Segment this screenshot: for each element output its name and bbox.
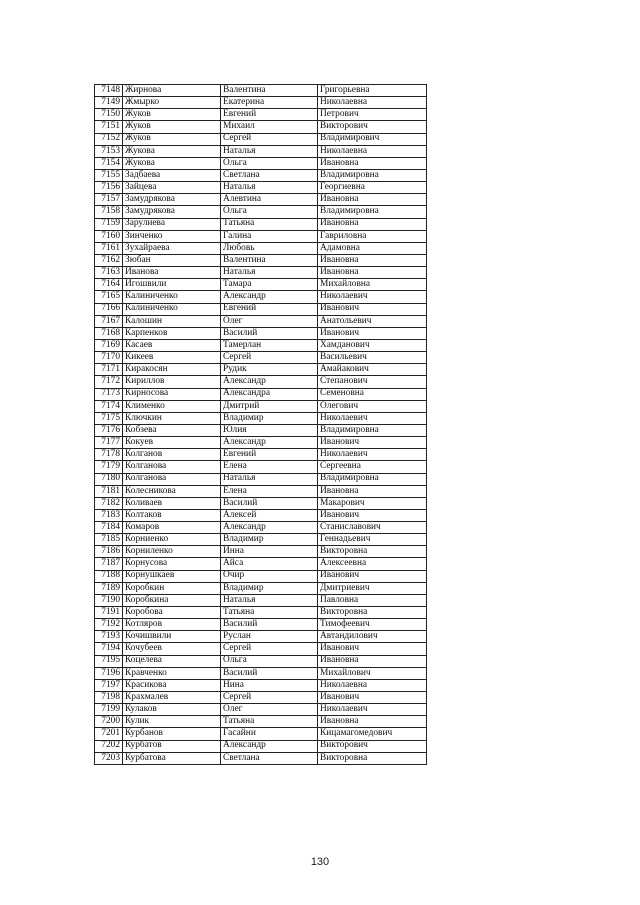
table-row (95, 509, 427, 521)
row-number-cell: 7203 (95, 752, 123, 764)
patronymic-cell: Амайакович (318, 364, 427, 376)
table-row (95, 376, 427, 388)
row-number-cell: 7150 (95, 109, 123, 121)
first-name-cell: Алевтина (221, 194, 318, 206)
surname-cell: Калиниченко (123, 291, 221, 303)
surname-cell: Кикеев (123, 352, 221, 364)
first-name-cell: Татьяна (221, 607, 318, 619)
patronymic-cell: Георгиевна (318, 182, 427, 194)
patronymic-cell: Иванович (318, 570, 427, 582)
row-number-cell: 7189 (95, 582, 123, 594)
patronymic-cell: Николаевич (318, 704, 427, 716)
table-row (95, 752, 427, 764)
row-number-cell: 7201 (95, 728, 123, 740)
surname-cell: Кокуев (123, 437, 221, 449)
patronymic-cell: Ивановна (318, 485, 427, 497)
row-number-cell: 7179 (95, 461, 123, 473)
table-row (95, 388, 427, 400)
patronymic-cell: Николаевич (318, 291, 427, 303)
patronymic-cell: Анатольевич (318, 315, 427, 327)
patronymic-cell: Семеновна (318, 388, 427, 400)
row-number-cell: 7170 (95, 352, 123, 364)
patronymic-cell: Владимировна (318, 473, 427, 485)
row-number-cell: 7171 (95, 364, 123, 376)
surname-cell: Жмырко (123, 97, 221, 109)
table-row (95, 121, 427, 133)
surname-cell: Карпенков (123, 327, 221, 339)
first-name-cell: Инна (221, 546, 318, 558)
first-name-cell: Александр (221, 291, 318, 303)
surname-cell: Зухайраева (123, 242, 221, 254)
row-number-cell: 7183 (95, 509, 123, 521)
row-number-cell: 7174 (95, 400, 123, 412)
row-number-cell: 7198 (95, 692, 123, 704)
first-name-cell: Василий (221, 327, 318, 339)
patronymic-cell: Владимировна (318, 206, 427, 218)
patronymic-cell: Ивановна (318, 194, 427, 206)
table-row (95, 497, 427, 509)
patronymic-cell: Геннадьевич (318, 534, 427, 546)
surname-cell: Зайцева (123, 182, 221, 194)
patronymic-cell: Станиславович (318, 522, 427, 534)
row-number-cell: 7178 (95, 449, 123, 461)
table-row (95, 206, 427, 218)
table-row (95, 327, 427, 339)
surname-cell: Кочишвили (123, 631, 221, 643)
surname-cell: Крахмалев (123, 692, 221, 704)
table-row (95, 631, 427, 643)
first-name-cell: Александр (221, 437, 318, 449)
table-row (95, 424, 427, 436)
table-row (95, 315, 427, 327)
patronymic-cell: Михайловна (318, 279, 427, 291)
surname-cell: Колтаков (123, 509, 221, 521)
surname-cell: Касаев (123, 339, 221, 351)
surname-cell: Колганов (123, 449, 221, 461)
surname-cell: Клименко (123, 400, 221, 412)
patronymic-cell: Макарович (318, 497, 427, 509)
table-row (95, 607, 427, 619)
table-row (95, 704, 427, 716)
table-row (95, 182, 427, 194)
patronymic-cell: Олегович (318, 400, 427, 412)
patronymic-cell: Владимирович (318, 133, 427, 145)
row-number-cell: 7191 (95, 607, 123, 619)
patronymic-cell: Ивановна (318, 655, 427, 667)
surname-cell: Курбатов (123, 740, 221, 752)
patronymic-cell: Викторович (318, 740, 427, 752)
patronymic-cell: Николаевна (318, 145, 427, 157)
patronymic-cell: Иванович (318, 643, 427, 655)
first-name-cell: Юлия (221, 424, 318, 436)
roster-table-body (95, 85, 427, 765)
row-number-cell: 7160 (95, 230, 123, 242)
row-number-cell: 7155 (95, 169, 123, 181)
patronymic-cell: Сергеевна (318, 461, 427, 473)
first-name-cell: Василий (221, 667, 318, 679)
first-name-cell: Светлана (221, 169, 318, 181)
first-name-cell: Александр (221, 522, 318, 534)
row-number-cell: 7158 (95, 206, 123, 218)
surname-cell: Кириллов (123, 376, 221, 388)
row-number-cell: 7148 (95, 85, 123, 97)
row-number-cell: 7185 (95, 534, 123, 546)
surname-cell: Жирнова (123, 85, 221, 97)
row-number-cell: 7161 (95, 242, 123, 254)
table-row (95, 412, 427, 424)
row-number-cell: 7167 (95, 315, 123, 327)
row-number-cell: 7188 (95, 570, 123, 582)
table-row (95, 594, 427, 606)
first-name-cell: Ольга (221, 655, 318, 667)
first-name-cell: Михаил (221, 121, 318, 133)
table-row (95, 364, 427, 376)
first-name-cell: Олег (221, 704, 318, 716)
first-name-cell: Валентина (221, 254, 318, 266)
row-number-cell: 7196 (95, 667, 123, 679)
table-row (95, 400, 427, 412)
first-name-cell: Гасайни (221, 728, 318, 740)
surname-cell: Зарулиева (123, 218, 221, 230)
first-name-cell: Нина (221, 679, 318, 691)
surname-cell: Кобзева (123, 424, 221, 436)
surname-cell: Жукова (123, 145, 221, 157)
patronymic-cell: Николаевна (318, 679, 427, 691)
first-name-cell: Наталья (221, 267, 318, 279)
surname-cell: Курбатова (123, 752, 221, 764)
row-number-cell: 7157 (95, 194, 123, 206)
surname-cell: Комаров (123, 522, 221, 534)
first-name-cell: Сергей (221, 133, 318, 145)
page-number: 130 (310, 856, 330, 868)
first-name-cell: Любовь (221, 242, 318, 254)
row-number-cell: 7149 (95, 97, 123, 109)
table-row (95, 679, 427, 691)
first-name-cell: Евгений (221, 303, 318, 315)
first-name-cell: Наталья (221, 182, 318, 194)
surname-cell: Колесникова (123, 485, 221, 497)
first-name-cell: Александр (221, 376, 318, 388)
first-name-cell: Рудик (221, 364, 318, 376)
table-row (95, 352, 427, 364)
first-name-cell: Дмитрий (221, 400, 318, 412)
table-row (95, 728, 427, 740)
table-row (95, 716, 427, 728)
row-number-cell: 7169 (95, 339, 123, 351)
row-number-cell: 7168 (95, 327, 123, 339)
patronymic-cell: Автандилович (318, 631, 427, 643)
row-number-cell: 7156 (95, 182, 123, 194)
table-row (95, 437, 427, 449)
first-name-cell: Екатерина (221, 97, 318, 109)
table-row (95, 522, 427, 534)
surname-cell: Ключкин (123, 412, 221, 424)
row-number-cell: 7165 (95, 291, 123, 303)
first-name-cell: Александра (221, 388, 318, 400)
table-row (95, 85, 427, 97)
patronymic-cell: Дмитриевич (318, 582, 427, 594)
row-number-cell: 7180 (95, 473, 123, 485)
table-row (95, 218, 427, 230)
surname-cell: Курбанов (123, 728, 221, 740)
first-name-cell: Евгений (221, 449, 318, 461)
row-number-cell: 7162 (95, 254, 123, 266)
patronymic-cell: Васильевич (318, 352, 427, 364)
row-number-cell: 7159 (95, 218, 123, 230)
table-row (95, 157, 427, 169)
surname-cell: Игошвили (123, 279, 221, 291)
patronymic-cell: Викторовна (318, 546, 427, 558)
first-name-cell: Очир (221, 570, 318, 582)
surname-cell: Иванова (123, 267, 221, 279)
row-number-cell: 7192 (95, 619, 123, 631)
table-row (95, 133, 427, 145)
row-number-cell: 7200 (95, 716, 123, 728)
table-row (95, 267, 427, 279)
surname-cell: Корниленко (123, 546, 221, 558)
row-number-cell: 7190 (95, 594, 123, 606)
patronymic-cell: Ивановна (318, 716, 427, 728)
patronymic-cell: Кицамагомедович (318, 728, 427, 740)
patronymic-cell: Иванович (318, 692, 427, 704)
table-row (95, 303, 427, 315)
patronymic-cell: Алексеевна (318, 558, 427, 570)
table-row (95, 692, 427, 704)
roster-table (94, 84, 427, 765)
first-name-cell: Наталья (221, 473, 318, 485)
patronymic-cell: Ивановна (318, 267, 427, 279)
surname-cell: Корниенко (123, 534, 221, 546)
first-name-cell: Светлана (221, 752, 318, 764)
surname-cell: Жукова (123, 157, 221, 169)
patronymic-cell: Тимофеевич (318, 619, 427, 631)
row-number-cell: 7193 (95, 631, 123, 643)
patronymic-cell: Петрович (318, 109, 427, 121)
row-number-cell: 7186 (95, 546, 123, 558)
surname-cell: Коливаев (123, 497, 221, 509)
surname-cell: Красикова (123, 679, 221, 691)
table-row (95, 169, 427, 181)
first-name-cell: Василий (221, 619, 318, 631)
surname-cell: Замудрякова (123, 194, 221, 206)
row-number-cell: 7163 (95, 267, 123, 279)
table-row (95, 291, 427, 303)
patronymic-cell: Иванович (318, 303, 427, 315)
patronymic-cell: Григорьевна (318, 85, 427, 97)
row-number-cell: 7202 (95, 740, 123, 752)
patronymic-cell: Ивановна (318, 157, 427, 169)
row-number-cell: 7187 (95, 558, 123, 570)
surname-cell: Колганова (123, 473, 221, 485)
first-name-cell: Алексей (221, 509, 318, 521)
patronymic-cell: Хамданович (318, 339, 427, 351)
surname-cell: Коробкина (123, 594, 221, 606)
surname-cell: Колганова (123, 461, 221, 473)
first-name-cell: Айса (221, 558, 318, 570)
first-name-cell: Сергей (221, 352, 318, 364)
table-row (95, 461, 427, 473)
surname-cell: Калошин (123, 315, 221, 327)
first-name-cell: Татьяна (221, 218, 318, 230)
first-name-cell: Тамерлан (221, 339, 318, 351)
first-name-cell: Владимир (221, 582, 318, 594)
row-number-cell: 7153 (95, 145, 123, 157)
surname-cell: Калиниченко (123, 303, 221, 315)
surname-cell: Кочубеев (123, 643, 221, 655)
patronymic-cell: Михайлович (318, 667, 427, 679)
row-number-cell: 7164 (95, 279, 123, 291)
first-name-cell: Ольга (221, 206, 318, 218)
surname-cell: Кирносова (123, 388, 221, 400)
surname-cell: Кравченко (123, 667, 221, 679)
table-row (95, 242, 427, 254)
first-name-cell: Олег (221, 315, 318, 327)
surname-cell: Кулик (123, 716, 221, 728)
table-row (95, 230, 427, 242)
surname-cell: Жуков (123, 133, 221, 145)
table-row (95, 473, 427, 485)
surname-cell: Жуков (123, 121, 221, 133)
row-number-cell: 7175 (95, 412, 123, 424)
first-name-cell: Владимир (221, 534, 318, 546)
patronymic-cell: Николаевна (318, 97, 427, 109)
first-name-cell: Валентина (221, 85, 318, 97)
table-row (95, 485, 427, 497)
patronymic-cell: Адамовна (318, 242, 427, 254)
first-name-cell: Галина (221, 230, 318, 242)
row-number-cell: 7172 (95, 376, 123, 388)
surname-cell: Корнусова (123, 558, 221, 570)
first-name-cell: Сергей (221, 692, 318, 704)
surname-cell: Зюбан (123, 254, 221, 266)
surname-cell: Корнушкаев (123, 570, 221, 582)
patronymic-cell: Ивановна (318, 254, 427, 266)
first-name-cell: Руслан (221, 631, 318, 643)
table-row (95, 145, 427, 157)
table-row (95, 740, 427, 752)
first-name-cell: Владимир (221, 412, 318, 424)
table-row (95, 279, 427, 291)
first-name-cell: Александр (221, 740, 318, 752)
row-number-cell: 7184 (95, 522, 123, 534)
surname-cell: Зинченко (123, 230, 221, 242)
surname-cell: Киракосян (123, 364, 221, 376)
row-number-cell: 7154 (95, 157, 123, 169)
first-name-cell: Тамара (221, 279, 318, 291)
table-row (95, 558, 427, 570)
table-row (95, 667, 427, 679)
first-name-cell: Татьяна (221, 716, 318, 728)
first-name-cell: Наталья (221, 145, 318, 157)
surname-cell: Жуков (123, 109, 221, 121)
table-row (95, 619, 427, 631)
patronymic-cell: Гавриловна (318, 230, 427, 242)
first-name-cell: Василий (221, 497, 318, 509)
patronymic-cell: Иванович (318, 327, 427, 339)
table-row (95, 194, 427, 206)
patronymic-cell: Иванович (318, 437, 427, 449)
surname-cell: Коцелева (123, 655, 221, 667)
table-row (95, 97, 427, 109)
row-number-cell: 7166 (95, 303, 123, 315)
patronymic-cell: Владимировна (318, 424, 427, 436)
row-number-cell: 7182 (95, 497, 123, 509)
table-row (95, 534, 427, 546)
row-number-cell: 7181 (95, 485, 123, 497)
patronymic-cell: Викторовна (318, 607, 427, 619)
row-number-cell: 7177 (95, 437, 123, 449)
row-number-cell: 7197 (95, 679, 123, 691)
first-name-cell: Елена (221, 461, 318, 473)
patronymic-cell: Николаевич (318, 412, 427, 424)
table-row (95, 582, 427, 594)
table-row (95, 339, 427, 351)
first-name-cell: Наталья (221, 594, 318, 606)
table-row (95, 109, 427, 121)
row-number-cell: 7195 (95, 655, 123, 667)
surname-cell: Коробова (123, 607, 221, 619)
surname-cell: Кулаков (123, 704, 221, 716)
row-number-cell: 7151 (95, 121, 123, 133)
patronymic-cell: Викторович (318, 121, 427, 133)
surname-cell: Коробкин (123, 582, 221, 594)
patronymic-cell: Иванович (318, 509, 427, 521)
table-row (95, 449, 427, 461)
row-number-cell: 7194 (95, 643, 123, 655)
surname-cell: Замудрякова (123, 206, 221, 218)
table-row (95, 570, 427, 582)
patronymic-cell: Викторовна (318, 752, 427, 764)
surname-cell: Котляров (123, 619, 221, 631)
row-number-cell: 7176 (95, 424, 123, 436)
surname-cell: Задбаева (123, 169, 221, 181)
patronymic-cell: Николаевич (318, 449, 427, 461)
table-row (95, 254, 427, 266)
row-number-cell: 7173 (95, 388, 123, 400)
table-row (95, 643, 427, 655)
patronymic-cell: Ивановна (318, 218, 427, 230)
patronymic-cell: Степанович (318, 376, 427, 388)
table-row (95, 546, 427, 558)
table-row (95, 655, 427, 667)
patronymic-cell: Павловна (318, 594, 427, 606)
patronymic-cell: Владимировна (318, 169, 427, 181)
first-name-cell: Сергей (221, 643, 318, 655)
first-name-cell: Елена (221, 485, 318, 497)
row-number-cell: 7199 (95, 704, 123, 716)
row-number-cell: 7152 (95, 133, 123, 145)
first-name-cell: Евгений (221, 109, 318, 121)
first-name-cell: Ольга (221, 157, 318, 169)
